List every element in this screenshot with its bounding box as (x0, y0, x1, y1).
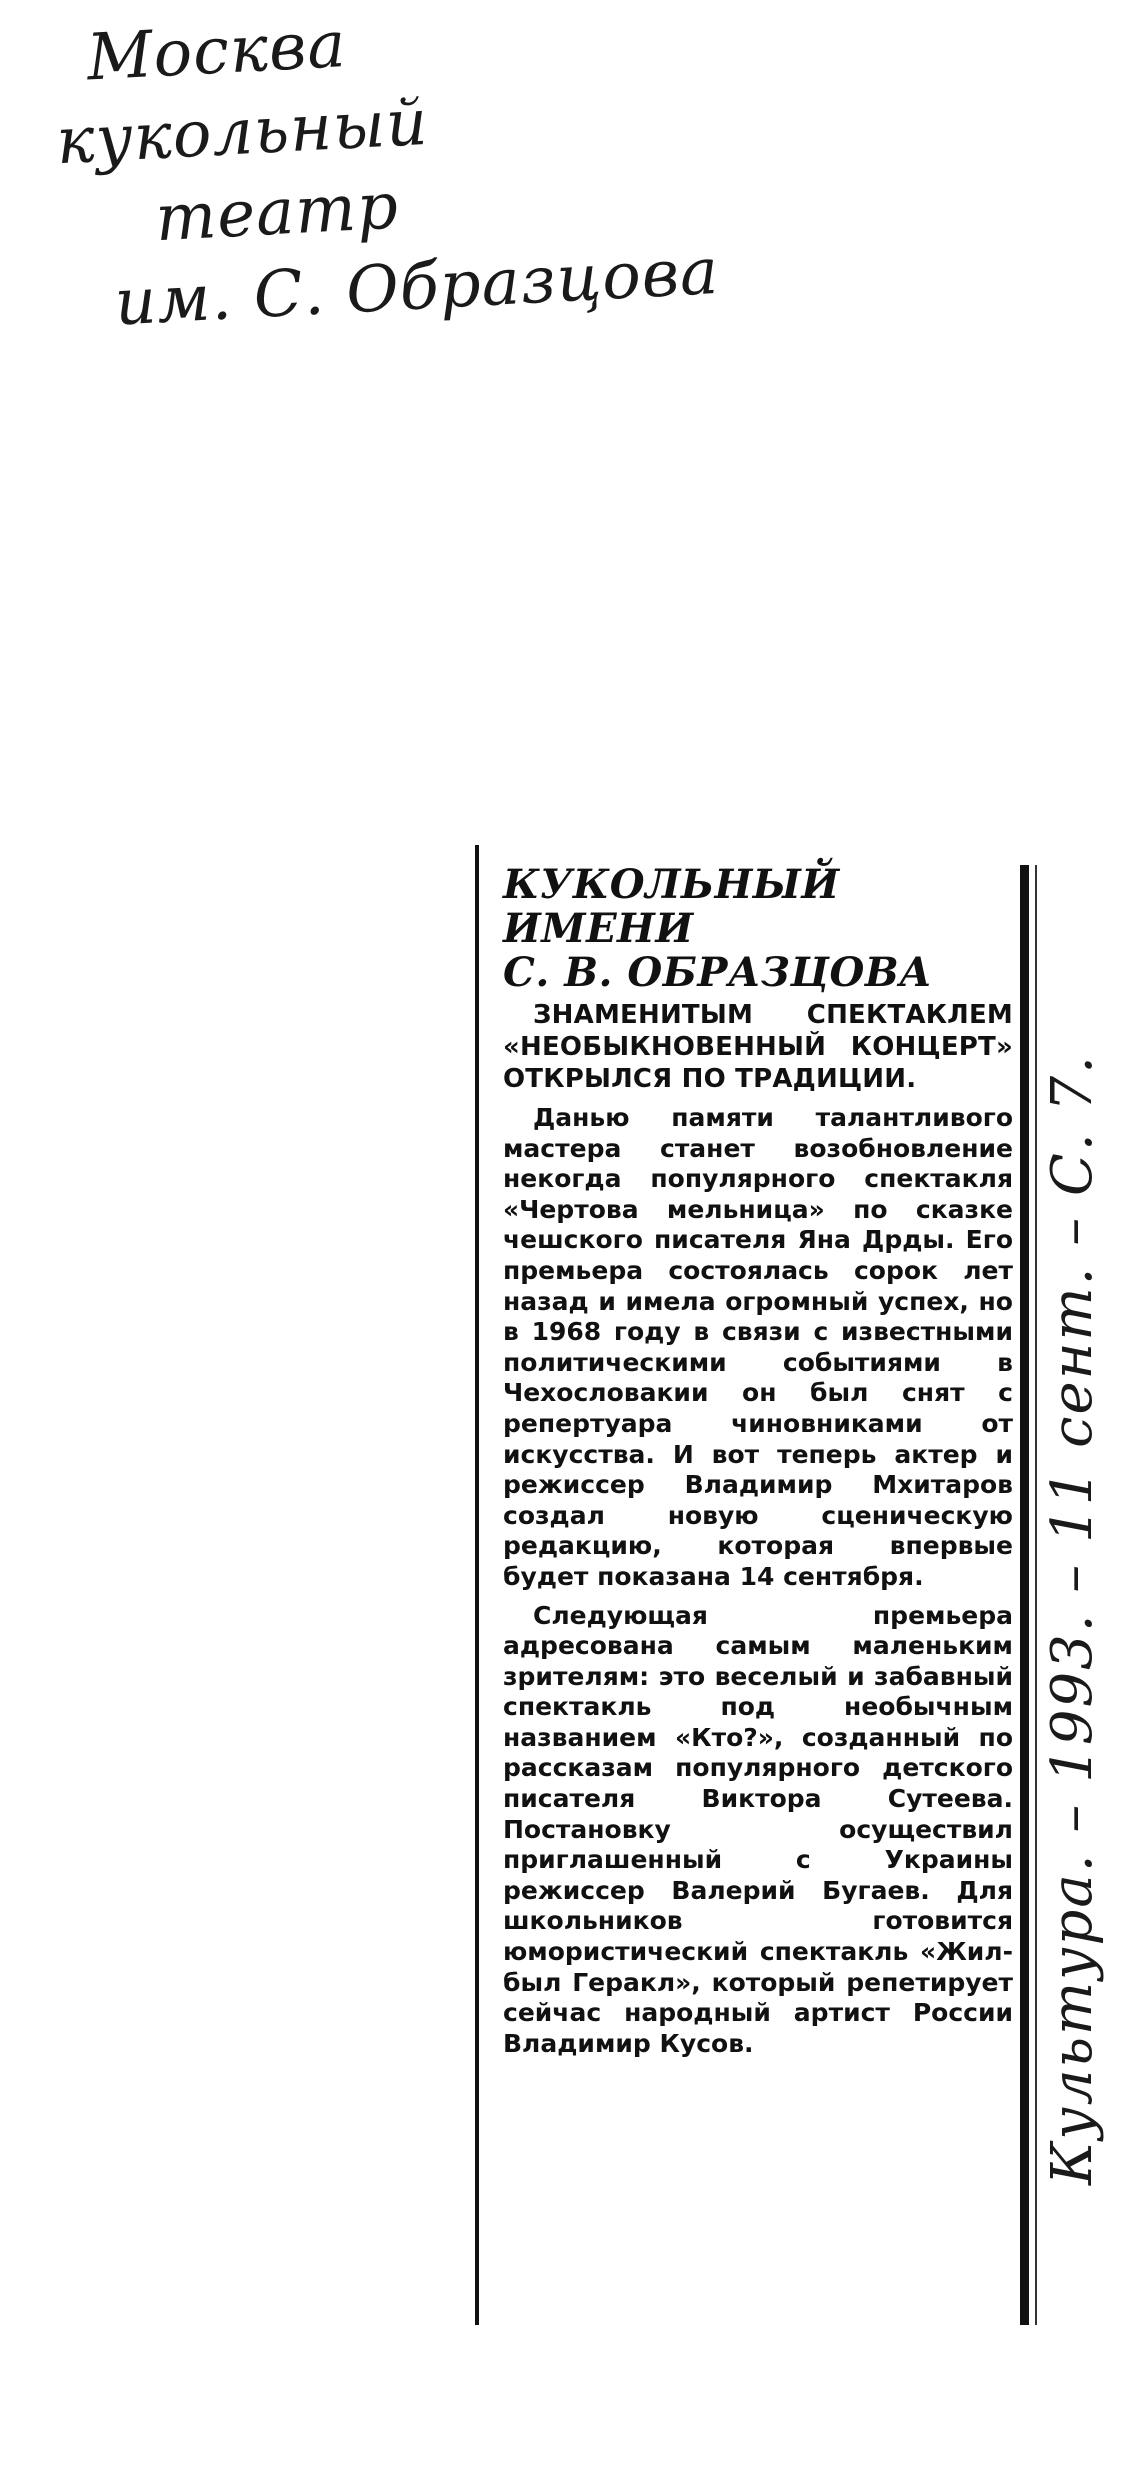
handwritten-note (40, 0, 776, 348)
article-headline (503, 863, 1013, 995)
column-rule-right (1020, 865, 1029, 2325)
handwritten-note-line: кукольный (54, 85, 431, 180)
headline-line: ИМЕНИ (503, 905, 694, 952)
handwritten-note-line: театр (153, 169, 401, 257)
handwritten-note-line: Москва (85, 8, 349, 96)
article (503, 863, 1013, 2067)
column-rule-right-thin (1035, 865, 1037, 2325)
article-paragraph: Следующая премьера адресована самым маленьким зрителям: это веселый и забавный спектакль под необычным названием «Кто?», созданный по рассказам популярного детского писателя Виктора Сутеева. Постановку осуществил приглашенный с Украины режиссер Валерий Бугаев. Для школьников готовится юмористический спектакль «Жил-был Геракл», который репетирует сейчас народный артист России Владимир Кусов. (503, 1600, 1013, 2058)
article-lead: ЗНАМЕНИТЫМ СПЕКТАКЛЕМ «НЕОБЫКНОВЕННЫЙ КОНЦЕРТ» ОТКРЫЛСЯ ПО ТРАДИЦИИ. (503, 1000, 1013, 1094)
headline-line: КУКОЛЬНЫЙ (503, 861, 840, 908)
article-paragraph: Данью памяти талантливого мастера станет возобновление некогда популярного спектакля «Чертова мельница» по сказке чешского писателя Яна Дрды. Его премьера состоялась сорок лет назад и имела огромный успех, но в 1968 году в связи с известными политическими событиями в Чехословакии он был снят с репертуара чиновниками от искусства. И вот теперь актер и режиссер Владимир Мхитаров создал новую сценическую редакцию, которая впервые будет показана 14 сентября. (503, 1103, 1013, 1591)
handwritten-note-line: им. С. Образцова (113, 234, 721, 341)
column-rule-left (475, 845, 479, 2325)
newspaper-clipping (475, 845, 1015, 2325)
headline-line: С. В. ОБРАЗЦОВА (503, 949, 933, 996)
source-citation-handwritten: Культура. – 1993. – 11 сент. – С. 7. (1040, 1054, 1105, 2185)
